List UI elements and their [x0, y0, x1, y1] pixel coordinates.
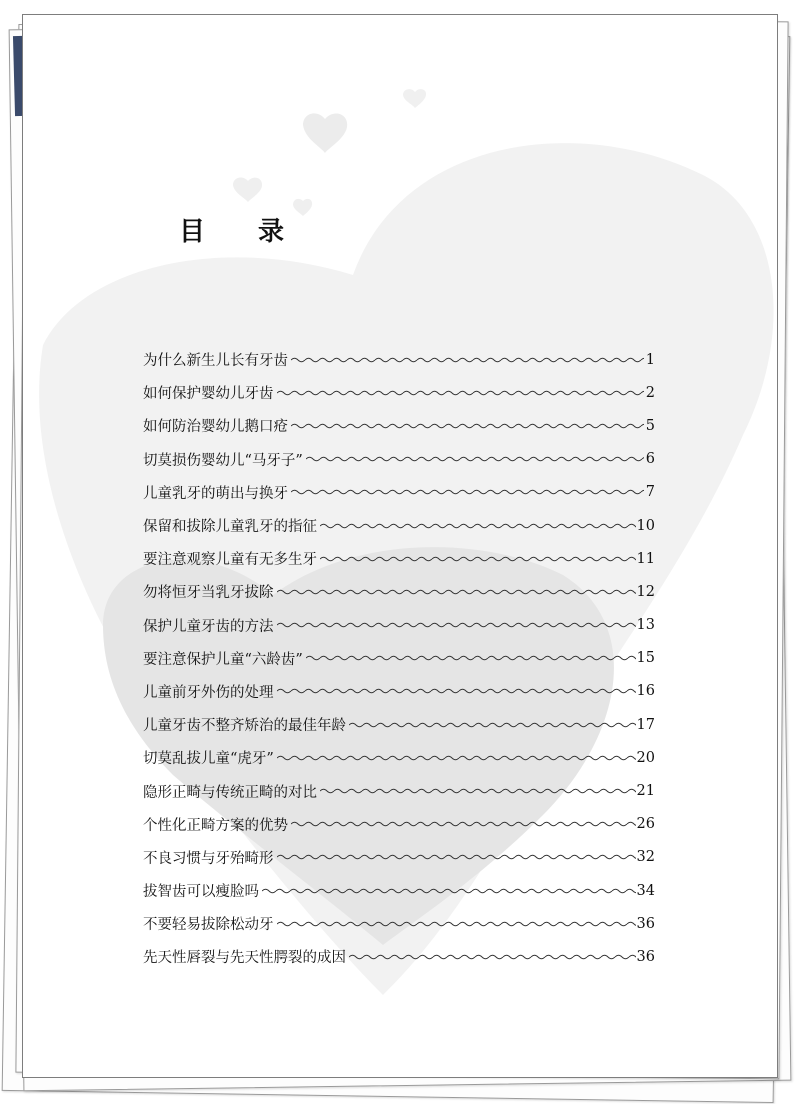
wavy-leader-line: [277, 389, 645, 397]
toc-entry-title: 勿将恒牙当乳牙拔除: [143, 585, 274, 602]
wavy-leader-line: [320, 522, 636, 530]
toc-page-number: 15: [636, 650, 655, 667]
wavy-leader-line: [291, 488, 644, 496]
toc-page-number: 34: [636, 882, 655, 899]
toc-entry-title: 保留和拔除儿童乳牙的指征: [143, 519, 317, 536]
toc-entry[interactable]: [143, 741, 655, 774]
toc-entry[interactable]: [143, 609, 655, 642]
toc-entry[interactable]: [143, 509, 655, 542]
toc-page-number: 36: [636, 948, 655, 965]
toc-entry-title: 个性化正畸方案的优势: [143, 817, 288, 834]
wavy-leader-line: [320, 555, 636, 563]
toc-page-number: 12: [636, 583, 655, 600]
toc-page-number: 13: [636, 617, 655, 634]
toc-entry[interactable]: [143, 940, 655, 973]
table-of-contents: [143, 343, 655, 974]
wavy-leader-line: [262, 887, 636, 895]
toc-entry[interactable]: [143, 841, 655, 874]
toc-page-number: 32: [636, 849, 655, 866]
toc-entry-title: 不良习惯与牙殆畸形: [143, 850, 274, 867]
toc-entry-title: 儿童乳牙的萌出与换牙: [143, 485, 288, 502]
page-title: 目 录: [179, 217, 307, 247]
wavy-leader-line: [349, 721, 636, 729]
toc-page-number: 6: [645, 451, 655, 468]
contents-page: [22, 14, 778, 1078]
toc-entry-title: 切莫乱拔儿童“虎牙”: [143, 751, 274, 768]
toc-entry[interactable]: [143, 343, 655, 376]
toc-page-number: 5: [645, 417, 655, 434]
toc-entry-title: 儿童前牙外伤的处理: [143, 684, 274, 701]
toc-entry[interactable]: [143, 376, 655, 409]
toc-entry[interactable]: [143, 708, 655, 741]
toc-page-number: 20: [636, 749, 655, 766]
toc-entry[interactable]: [143, 642, 655, 675]
toc-page-number: 2: [645, 384, 655, 401]
toc-page-number: 26: [636, 816, 655, 833]
toc-entry-title: 如何保护婴幼儿牙齿: [143, 386, 274, 403]
toc-entry[interactable]: [143, 808, 655, 841]
toc-entry[interactable]: [143, 542, 655, 575]
toc-entry[interactable]: [143, 774, 655, 807]
toc-page-number: 21: [636, 783, 655, 800]
toc-page-number: 1: [645, 351, 655, 368]
wavy-leader-line: [291, 356, 644, 364]
toc-entry-title: 不要轻易拔除松动牙: [143, 917, 274, 934]
wavy-leader-line: [277, 920, 636, 928]
wavy-leader-line: [277, 853, 636, 861]
toc-entry-title: 隐形正畸与传统正畸的对比: [143, 784, 317, 801]
toc-entry[interactable]: [143, 575, 655, 608]
wavy-leader-line: [291, 422, 644, 430]
toc-page-number: 10: [636, 517, 655, 534]
small-heart-shape: [303, 113, 347, 153]
toc-page-number: 7: [645, 484, 655, 501]
toc-entry-title: 拔智齿可以瘦脸吗: [143, 884, 259, 901]
toc-entry[interactable]: [143, 874, 655, 907]
wavy-leader-line: [306, 455, 644, 463]
wavy-leader-line: [277, 621, 636, 629]
toc-entry[interactable]: [143, 443, 655, 476]
toc-page-number: 36: [636, 915, 655, 932]
toc-entry-title: 为什么新生儿长有牙齿: [143, 353, 288, 370]
toc-entry[interactable]: [143, 476, 655, 509]
toc-page-number: 11: [636, 550, 655, 567]
toc-entry-title: 要注意保护儿童“六龄齿”: [143, 651, 303, 668]
wavy-leader-line: [349, 953, 636, 961]
small-heart-shape: [403, 89, 426, 108]
toc-entry[interactable]: [143, 907, 655, 940]
toc-entry-title: 先天性唇裂与先天性腭裂的成因: [143, 950, 346, 967]
wavy-leader-line: [277, 588, 636, 596]
toc-page-number: 17: [636, 716, 655, 733]
toc-entry-title: 保护儿童牙齿的方法: [143, 618, 274, 635]
toc-entry-title: 如何防治婴幼儿鹅口疮: [143, 419, 288, 436]
wavy-leader-line: [306, 654, 636, 662]
wavy-leader-line: [291, 820, 636, 828]
toc-entry[interactable]: [143, 409, 655, 442]
small-heart-shape: [233, 178, 262, 202]
toc-page-number: 16: [636, 683, 655, 700]
toc-entry[interactable]: [143, 675, 655, 708]
toc-entry-title: 儿童牙齿不整齐矫治的最佳年龄: [143, 718, 346, 735]
wavy-leader-line: [277, 687, 636, 695]
toc-entry-title: 要注意观察儿童有无多生牙: [143, 552, 317, 569]
wavy-leader-line: [277, 754, 636, 762]
wavy-leader-line: [320, 787, 636, 795]
toc-entry-title: 切莫损伤婴幼儿“马牙子”: [143, 452, 303, 469]
